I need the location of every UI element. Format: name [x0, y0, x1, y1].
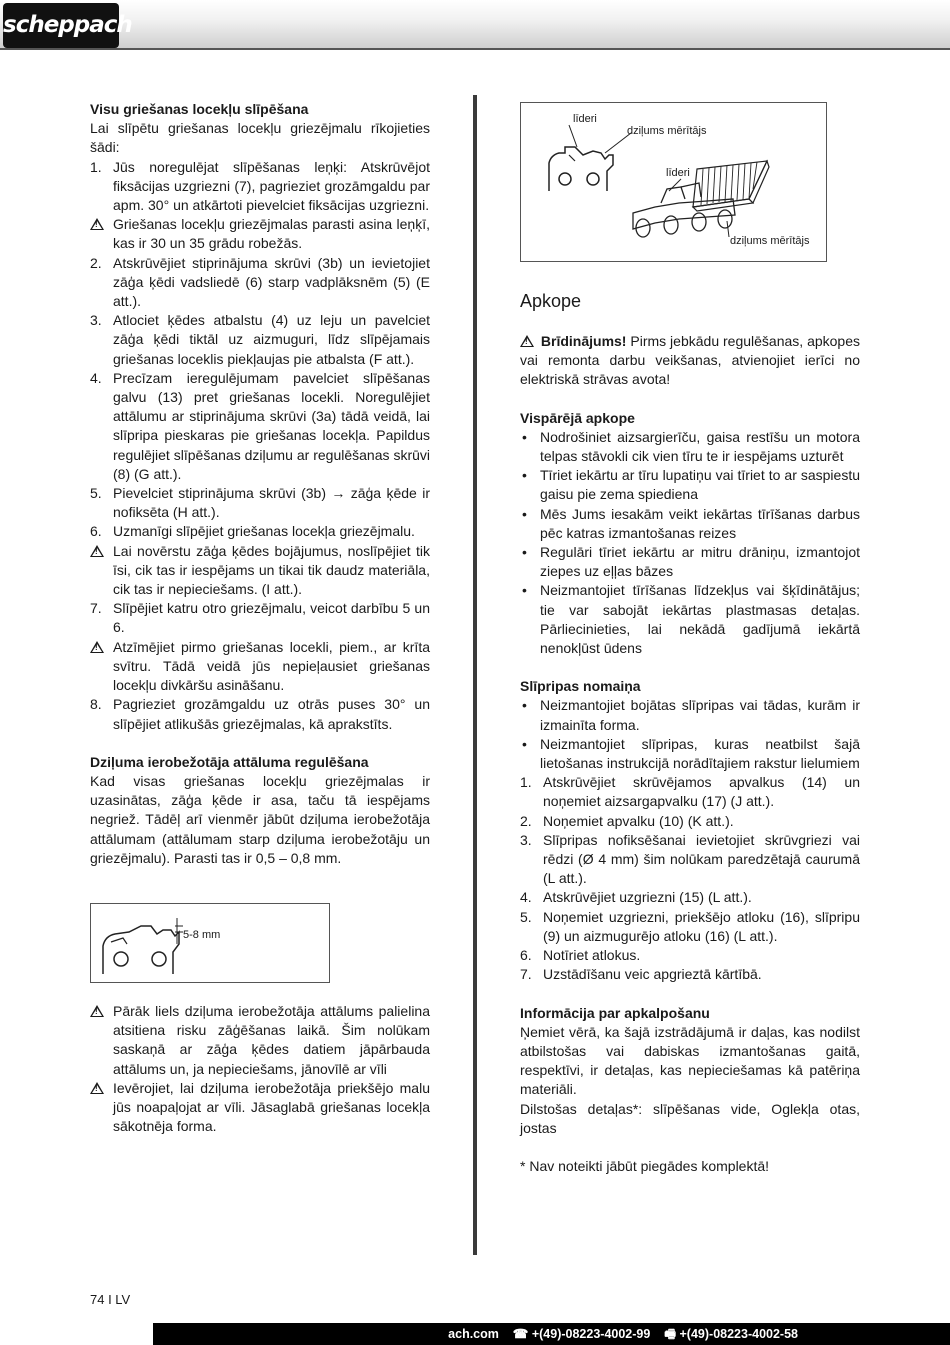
- warning-note: [90, 638, 430, 696]
- step-item: [520, 812, 860, 831]
- step-item: [520, 908, 860, 946]
- label-leader-1: līderi: [573, 113, 597, 125]
- section-heading-service-info: Informācija par apkalpošanu: [520, 1004, 710, 1021]
- step-item: [520, 773, 860, 811]
- warning-icon: [90, 638, 107, 657]
- step-item: [90, 484, 430, 522]
- service-text: Ņemiet vērā, ka šajā izstrādājumā ir daļas, kas nodilst atbilstošas vai dabiskas izmantošanas gaitā, respektīvi, ir detaļas, kas nepieciešamas kā patēriņa materiāli.: [520, 1023, 860, 1098]
- brand-logo: scheppach: [3, 3, 119, 48]
- step-text: Pagrieziet grozāmgaldu uz otrās puses 30° un slīpējiet atlikušās griezējmalas, kā aprakstīts.: [113, 696, 430, 732]
- step-number: 3.: [520, 831, 532, 848]
- step-text: Atzīmējiet pirmo griešanas locekli, piem., ar krīta svītru. Tādā veidā jūs nepieļausiet griešanas locekļu divkāršu asināšanu.: [113, 638, 430, 694]
- depth-gauge-warnings: [90, 1002, 430, 1136]
- step-number: 5.: [520, 908, 532, 925]
- column-divider: [473, 95, 477, 1255]
- bullet-item: • Regulāri tīriet iekārtu ar mitru drāniņu, izmantojot ziepes uz eļļas bāzes: [522, 544, 860, 580]
- step-text: Griešanas locekļu griezējmalas parasti asina leņķī, kas ir 30 un 35 grādu robežās.: [113, 216, 430, 252]
- step-item: [520, 946, 860, 965]
- step-item: [90, 254, 430, 312]
- step-item: [90, 311, 430, 369]
- step-text: Atlociet ķēdes atbalstu (4) uz leju un pavelciet zāģa ķēdi tiktāl uz aizmuguri, līdz slīpējamais griešanas loceklis piekļaujas pie atbalsta (F att.).: [113, 312, 430, 367]
- step-number: 7.: [520, 966, 532, 983]
- label-depth-gauge-2: dziļums mērītājs: [730, 235, 810, 247]
- section-heading-wheel-replacement: Slīpripas nomaiņa: [520, 678, 641, 695]
- chain-link-drawing: [91, 904, 331, 984]
- depth-gauge-figure: [90, 903, 330, 983]
- warning-rounding: ! Ievērojiet, lai dziļuma ierobežotāja priekšējo malu jūs noapaļojat ar vīli. Jāsaglabā griešanas locekļa sākotnēja forma.: [90, 1079, 430, 1137]
- step-text: Atskrūvējiet uzgriezni (15) (L att.).: [543, 889, 752, 906]
- warning-icon: [90, 542, 107, 561]
- header-bar: [0, 0, 950, 50]
- page-number: 74 I LV: [90, 1292, 131, 1307]
- step-item: [520, 831, 860, 889]
- step-item: [90, 369, 430, 484]
- step-item: [90, 158, 430, 216]
- warning-note: [90, 215, 430, 253]
- step-number: 4.: [520, 889, 532, 906]
- depth-gauge-dimension: 5-8 mm: [183, 929, 221, 941]
- bullet-item: • Neizmantojiet bojātas slīpripas vai tādas, kurām ir izmainīta forma.: [522, 697, 860, 733]
- step-number: 2.: [90, 254, 102, 271]
- section-heading-general-maintenance: Vispārējā apkope: [520, 409, 635, 426]
- bullet-item: • Neizmantojiet slīpripas, kuras neatbilst šajā lietošanas instrukcijā norādītajiem rakstur lielumiem: [522, 735, 860, 772]
- bullet-icon: •: [522, 544, 527, 561]
- bullet-icon: •: [522, 735, 527, 752]
- intro-text: Lai slīpētu griešanas locekļu griezējmalu rīkojieties šādi:: [90, 120, 430, 156]
- step-text: Lai novērstu zāģa ķēdes bojājumus, noslīpējiet tik īsi, cik tas ir iespējams un tikai tik daudz materiāla, cik tas ir nepieciešams. (I att.).: [113, 542, 430, 598]
- wheel-bullet-list: [520, 696, 860, 773]
- step-item: [520, 888, 860, 907]
- label-leader-2: līderi: [666, 167, 690, 179]
- warning-icon: [520, 335, 534, 347]
- step-text: Atskrūvējiet skrūvējamos apvalkus (14) un noņemiet aizsargapvalku (17) (J att.).: [543, 774, 860, 810]
- wear-parts-text: Dilstošas detaļas*: slīpēšanas vide, Oglekļa otas, jostas: [520, 1100, 860, 1136]
- general-maintenance-list: [520, 428, 860, 658]
- step-number: 1.: [90, 158, 102, 175]
- footer-fax: 🖷 +(49)-08223-4002-58: [664, 1327, 798, 1341]
- step-number: 6.: [520, 947, 532, 964]
- step-number: 3.: [90, 312, 102, 329]
- step-number: 8.: [90, 696, 102, 713]
- bullet-icon: •: [522, 467, 527, 484]
- step-text: Slīpējiet katru otro griezējmalu, veicot darbību 5 un 6.: [113, 600, 430, 636]
- step-number: 2.: [520, 812, 532, 829]
- footer-contact: [448, 1323, 798, 1345]
- footer-phone: ☎ +(49)-08223-4002-99: [512, 1327, 651, 1341]
- section-heading-depth-gauge: Dziļuma ierobežotāja attāluma regulēšana: [90, 753, 369, 770]
- bullet-item: • Mēs Jums iesakām veikt iekārtas tīrīšanas darbus pēc katras izmantošanas reizes: [522, 505, 860, 541]
- step-text: Uzmanīgi slīpējiet griešanas locekļa griezējmalu.: [113, 523, 415, 540]
- bullet-item: • Neizmantojiet tīrīšanas līdzekļus vai šķīdinātājus; tie var sabojāt iekārtas plastmasas detaļas. Pārliecinieties, lai nekādā gadījumā iekārtā nenokļūst ūdens: [522, 582, 860, 657]
- delivery-note: * Nav noteikti jābūt piegādes komplektā!: [520, 1157, 770, 1174]
- step-text: Jūs noregulējat slīpēšanas leņķi: Atskrūvējot fiksācijas uzgriezni (7), pagrieziet grozāmgaldu par apm. 30° un atkārtoti pievelciet fiksācijas uzgriezni.: [113, 158, 430, 214]
- maintenance-warning: ! Brīdinājums! Pirms jebkādu regulēšanas, apkopes vai remonta darbu veikšanas, atvienojiet ierīci no elektriskā strāvas avota!: [520, 332, 860, 390]
- section-heading-sharpening: Visu griešanas locekļu slīpēšana: [90, 101, 309, 117]
- step-number: 5.: [90, 485, 102, 502]
- bullet-item: • Nodrošiniet aizsargierīču, gaisa restīšu un motora telpas stāvokli cik vien tīru te ir iespējams uzturēt: [522, 428, 860, 465]
- bullet-icon: •: [522, 582, 527, 599]
- sharpening-steps: [90, 158, 430, 734]
- chain-depth-figure: [520, 102, 827, 262]
- bullet-icon: •: [522, 697, 527, 714]
- step-number: 1.: [520, 774, 532, 791]
- wheel-steps-list: [520, 773, 860, 984]
- warning-icon: [90, 215, 107, 234]
- footer-web: ach.com: [448, 1327, 499, 1341]
- step-item: [520, 965, 860, 984]
- step-number: 6.: [90, 523, 102, 540]
- warning-icon: [90, 1002, 107, 1021]
- depth-gauge-text: Kad visas griešanas locekļu griezējmalas ir uzasinātas, zāģa ķēde ir asa, taču tā iespējams negriež. Tādēļ arī vienmēr jābūt dziļuma ierobežotāja attālumam (attālumam starp dziļuma ierobežotāju un griezējmalu). Parasti tas ir 0,5 – 0,8 mm.: [90, 772, 430, 866]
- warning-note: [90, 542, 430, 600]
- bullet-icon: •: [522, 428, 527, 445]
- bullet-item: • Tīriet iekārtu ar tīru lupatiņu vai tīriet to ar saspiestu gaisu pie zema spiediena: [522, 467, 860, 503]
- step-text: Notīriet atlokus.: [543, 947, 641, 964]
- step-text: Slīpripas nofiksēšanai ievietojiet skrūvgriezi vai rēdzi (Ø 4 mm) šim nolūkam paredzētajā caurumā (L att.).: [543, 831, 860, 887]
- step-text: Atskrūvējiet stiprinājuma skrūvi (3b) un ievietojiet zāģa ķēdi vadsliedē (6) starp vadplāksnēm (5) (E att.).: [113, 254, 430, 310]
- step-number: 7.: [90, 600, 102, 617]
- step-number: 4.: [90, 369, 102, 386]
- warning-icon: [90, 1079, 107, 1098]
- section-title-maintenance: Apkope: [520, 291, 582, 311]
- step-item: [90, 599, 430, 637]
- step-text: Precīzam ieregulējumam pavelciet slīpēšanas galvu (13) pret griešanas locekli. Noregulējiet attālumu ar stiprinājuma skrūvi (3a) tādā veidā, lai slīpripa pieskaras pie griešanas locekļa. Papildus regulējiet slīpēšanas dziļumu ar regulēšanas skrūvi (8) (G att.).: [113, 369, 430, 482]
- bullet-icon: •: [522, 505, 527, 522]
- warning-kickback: ! Pārāk liels dziļuma ierobežotāja attālums palielina atsitiena risku zāģēšanas laikā. Šim nolūkam saskaņā ar zāģa ķēdes datiem jāpārbauda attālums un, ja nepieciešams, jānovīlē ar vīli: [90, 1002, 430, 1079]
- step-item: [90, 522, 430, 541]
- label-depth-gauge-1: dziļums mērītājs: [627, 125, 707, 137]
- step-item: [90, 695, 430, 733]
- left-column: [90, 100, 430, 868]
- step-text: Pievelciet stiprinājuma skrūvi (3b) → zāģa ķēde ir nofiksēta (H att.).: [113, 485, 430, 521]
- right-column: [520, 290, 860, 1176]
- step-text: Noņemiet apvalku (10) (K att.).: [543, 812, 734, 829]
- step-text: Uzstādīšanu veic apgrieztā kārtībā.: [543, 966, 762, 983]
- step-text: Noņemiet uzgriezni, priekšējo atloku (16), slīpripu (9) un aizmugurējo atloku (16) (L att.).: [543, 908, 860, 944]
